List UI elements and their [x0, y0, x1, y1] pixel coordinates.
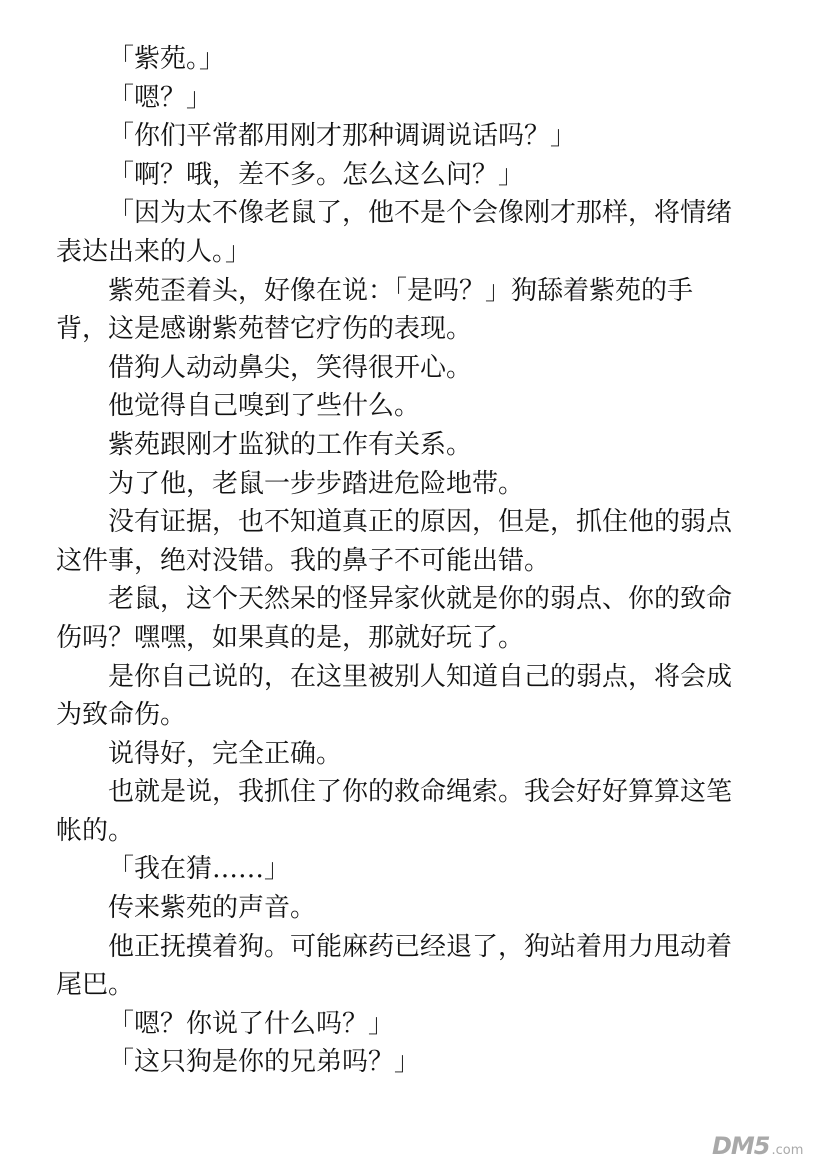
paragraph [56, 658, 756, 735]
site-watermark [712, 1131, 816, 1161]
paragraph [56, 889, 756, 928]
paragraph [56, 1043, 756, 1082]
paragraph [56, 580, 756, 657]
watermark-logo-text: DM5 [712, 1132, 770, 1160]
text-line: 是你自己说的，在这里被别人知道自己的弱点，将会成 [108, 661, 733, 692]
paragraph [56, 194, 756, 271]
text-line: 说得好，完全正确。 [108, 738, 343, 769]
text-line: 传来紫苑的声音。 [108, 893, 317, 924]
text-line: 也就是说，我抓住了你的救命绳索。我会好好算算这笔 [108, 777, 733, 808]
text-line: 这件事，绝对没错。我的鼻子不可能出错。 [56, 545, 551, 576]
text-line: 紫苑歪着头，好像在说：「是吗？」狗舔着紫苑的手 [108, 275, 694, 306]
paragraph [56, 1005, 756, 1044]
text-line: 「这只狗是你的兄弟吗？」 [108, 1047, 421, 1078]
paragraph [56, 426, 756, 465]
text-line: 「嗯？你说了什么吗？」 [108, 1008, 395, 1039]
paragraph [56, 773, 756, 850]
paragraph [56, 117, 756, 156]
paragraph [56, 272, 756, 349]
text-line: 尾巴。 [56, 970, 135, 1001]
text-line: 「我在猜……」 [108, 854, 291, 885]
text-line: 为致命伤。 [56, 700, 187, 731]
text-line: 「嗯？」 [108, 82, 213, 113]
paragraph [56, 465, 756, 504]
text-line: 借狗人动动鼻尖，笑得很开心。 [108, 352, 473, 383]
watermark-domain-text: .com [771, 1142, 804, 1158]
paragraph [56, 503, 756, 580]
paragraph [56, 79, 756, 118]
text-line: 「紫苑。」 [108, 44, 226, 74]
text-line: 他正抚摸着狗。可能麻药已经退了，狗站着用力甩动着 [108, 931, 733, 962]
text-line: 老鼠，这个天然呆的怪异家伙就是你的弱点、你的致命 [108, 584, 733, 615]
paragraph [56, 928, 756, 1005]
text-line: 紫苑跟刚才监狱的工作有关系。 [108, 429, 473, 460]
paragraph [56, 850, 756, 889]
text-line: 帐的。 [56, 815, 135, 846]
text-line: 「因为太不像老鼠了，他不是个会像刚才那样，将情绪 [108, 198, 733, 229]
paragraph [56, 156, 756, 195]
text-line: 他觉得自己嗅到了些什么。 [108, 391, 421, 422]
paragraph [56, 349, 756, 388]
text-line: 背，这是感谢紫苑替它疗伤的表现。 [56, 314, 473, 345]
novel-text-body [56, 40, 756, 1082]
text-line: 伤吗？嘿嘿，如果真的是，那就好玩了。 [56, 622, 525, 653]
text-line: 「啊？哦，差不多。怎么这么问？」 [108, 159, 525, 190]
text-line: 为了他，老鼠一步步踏进危险地带。 [108, 468, 525, 499]
text-line: 没有证据，也不知道真正的原因，但是，抓住他的弱点 [108, 507, 733, 538]
text-line: 「你们平常都用刚才那种调调说话吗？」 [108, 121, 577, 152]
paragraph [56, 735, 756, 774]
paragraph [56, 387, 756, 426]
text-line: 表达出来的人。」 [56, 236, 252, 267]
paragraph [56, 40, 756, 79]
